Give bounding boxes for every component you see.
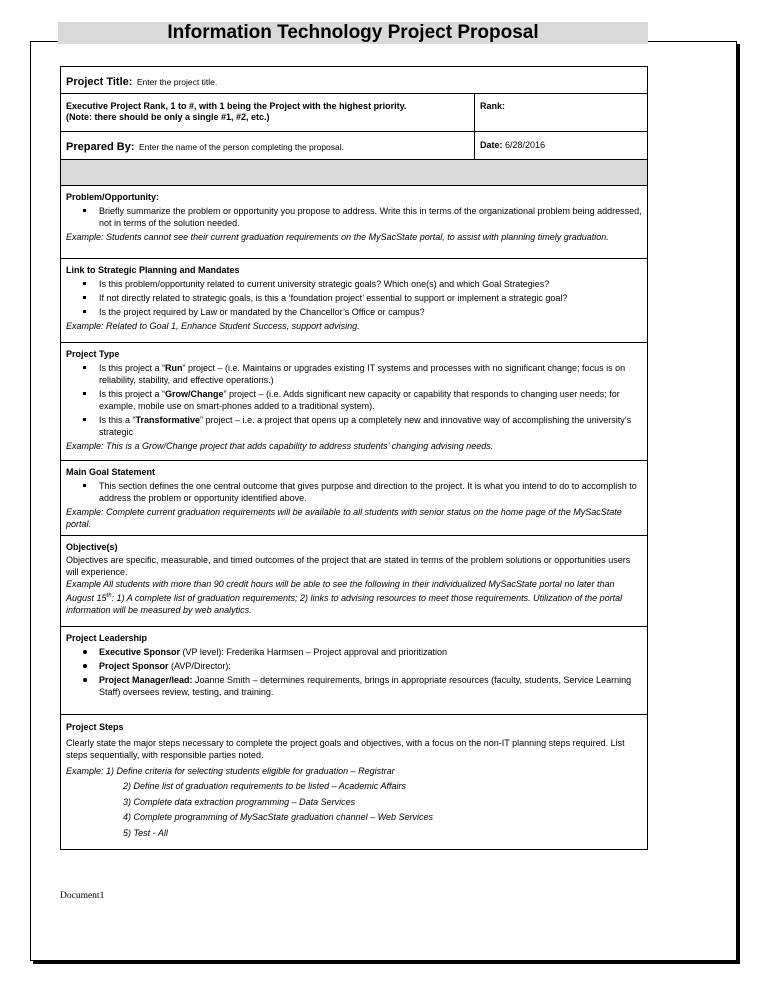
- steps-example-line: 3) Complete data extraction programming – Data Services: [123, 796, 356, 807]
- objectives-text: Objectives are specific, measurable, and timed outcomes of the project that are stated in terms of the problem solutions or opportunities users will experience.: [66, 555, 631, 577]
- steps-section: [61, 715, 647, 849]
- steps-text: Clearly state the major steps necessary to complete the project goals and objectives, with a focus on the non-IT planning steps required. List steps sequentially, with responsible parties noted.: [66, 737, 625, 760]
- strategic-bullet: Is the project required by Law or mandated by the Chancellor’s Office or campus?: [66, 306, 642, 318]
- project-type-section: [61, 343, 647, 461]
- steps-example-line: Example: 1) Define criteria for selecting students eligible for graduation – Registrar: [66, 765, 395, 776]
- strategic-section: [61, 259, 647, 343]
- problem-heading: Problem/Opportunity:: [66, 192, 159, 202]
- prepared-by-label: Prepared By:: [66, 141, 135, 153]
- document-footer: Document1: [60, 891, 105, 901]
- problem-bullet: Briefly summarize the problem or opportunity you propose to address. Write this in terms of the organizational problem being addressed, not in terms of the solution needed.: [66, 205, 642, 229]
- objectives-section: [61, 536, 647, 627]
- project-title-row: [61, 67, 647, 94]
- date-label: Date:: [480, 140, 503, 150]
- strategic-bullet: If not directly related to strategic goals, is this a ‘foundation project’ essential to support or implement a strategic goal?: [66, 292, 642, 304]
- steps-example-line: 2) Define list of graduation requirements to be listed – Academic Affairs: [123, 781, 406, 791]
- problem-section: [61, 186, 647, 259]
- leadership-section: [61, 627, 647, 715]
- steps-example-line: 4) Complete programming of MySacState graduation channel – Web Services: [123, 812, 433, 822]
- main-goal-example: Example: Complete current graduation requirements will be available to all students with senior status on the home page of the MySacState portal.: [66, 507, 622, 529]
- main-goal-section: [61, 461, 647, 536]
- strategic-bullet: Is this problem/opportunity related to current university strategic goals? Which one(s) and which Goal Strategies?: [66, 278, 642, 290]
- steps-example-line: 5) Test - All: [123, 827, 168, 838]
- leadership-item-project-manager: Project Manager/lead: Joanne Smith – determines requirements, brings in appropriate resources (faculty, students, Service Learning Staff) oversees review, testing, and training.: [66, 674, 642, 698]
- rank-row: [61, 94, 647, 132]
- project-type-grow-bullet: Is this project a “Grow/Change” project – (i.e. Adds significant new capacity or capability that responds to changing user needs; for example, mobile use on smart-phones added to a traditional system).: [66, 388, 642, 412]
- project-type-transformative-bullet: Is this a “Transformative” project – i.e. a project that opens up a completely new and innovative way of accomplishing the university’s strategic: [66, 414, 642, 438]
- rank-field[interactable]: Rank:: [480, 101, 506, 111]
- project-type-run-bullet: Is this project a “Run” project – (i.e. Maintains or upgrades existing IT systems and processes with no significant change; focus is on reliability, stability, and effective operations.): [66, 362, 642, 386]
- prepared-by-cell: [61, 132, 475, 159]
- rank-description-line1: Executive Project Rank, 1 to #, with 1 being the Project with the highest priority.: [66, 101, 407, 111]
- main-goal-heading: Main Goal Statement: [66, 467, 156, 477]
- leadership-item-executive-sponsor: Executive Sponsor (VP level): Frederika Harmsen – Project approval and prioritization: [66, 646, 642, 658]
- strategic-example: Example: Related to Goal 1, Enhance Student Success, support advising.: [66, 321, 360, 331]
- leadership-heading: Project Leadership: [66, 633, 148, 643]
- problem-example: Example: Students cannot see their current graduation requirements on the MySacState portal, to assist with planning timely graduation.: [66, 232, 609, 242]
- project-type-heading: Project Type: [66, 349, 120, 359]
- project-title-label: Project Title:: [66, 76, 133, 88]
- objectives-example: Example All students with more than 90 credit hours will be able to see the following in their individualized MySacState portal no later than August 15th: 1) A complete list of graduation requirements; 2) links to advising resources to meet those requirements. Utilization of the portal information will be measured by web analytics.: [66, 579, 623, 615]
- leadership-item-project-sponsor: Project Sponsor (AVP/Director):: [66, 660, 642, 672]
- main-goal-bullet: This section defines the one central outcome that gives purpose and direction to the project. It is what you intend to do to accomplish to address the problem or opportunity identified above.: [66, 480, 642, 504]
- project-type-example: Example: This is a Grow/Change project that adds capability to address students’ changing advising needs.: [66, 441, 494, 451]
- prepared-by-value[interactable]: Enter the name of the person completing the proposal.: [138, 142, 345, 152]
- gray-separator-band: [61, 160, 647, 186]
- date-value[interactable]: 6/28/2016: [505, 140, 546, 150]
- prepared-by-row: [61, 132, 647, 160]
- document-title: Information Technology Project Proposal: [58, 22, 648, 44]
- objectives-heading: Objective(s): [66, 542, 118, 552]
- date-cell: [475, 132, 647, 159]
- steps-heading: Project Steps: [66, 722, 124, 732]
- strategic-heading: Link to Strategic Planning and Mandates: [66, 265, 240, 275]
- rank-description: [61, 94, 475, 131]
- rank-description-line2: (Note: there should be only a single #1, #2, etc.): [66, 112, 270, 122]
- proposal-form: [60, 66, 648, 850]
- project-title-value[interactable]: Enter the project title.: [136, 77, 218, 87]
